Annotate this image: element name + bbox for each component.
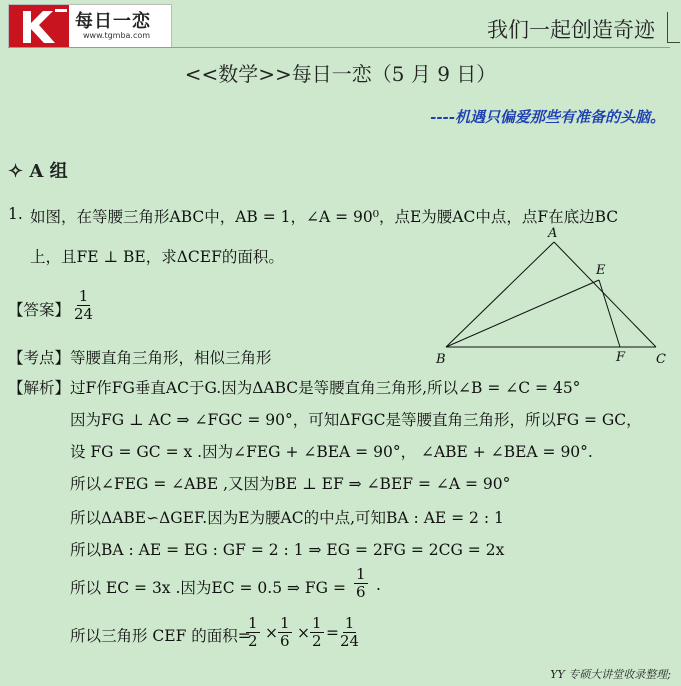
keypoint-label: 【考点】 — [8, 349, 71, 367]
solution-line-1: 过F作FG垂直AC于G.因为ΔABC是等腰直角三角形,所以∠B = ∠C = 45° — [70, 379, 581, 397]
solution-line-5: 所以ΔABE∽ΔGEF.因为E为腰AC的中点,可知BA : AE = 2 : 1 — [70, 509, 504, 527]
solution-label: 【解析】 — [8, 379, 71, 397]
solution-line-7: 所以 EC = 3x .因为EC = 0.5 ⇒ FG = — [70, 579, 346, 597]
header-divider — [8, 47, 670, 48]
logo-url: www.tgmba.com — [83, 31, 151, 40]
keypoint-text: 等腰直角三角形，相似三角形 — [70, 349, 272, 367]
times-sign: × — [265, 624, 278, 642]
fraction-denominator: 6 — [280, 632, 290, 651]
figure-edge-ac — [554, 242, 656, 347]
logo — [8, 4, 172, 48]
fraction-numerator: 1 — [280, 614, 290, 632]
figure-label-b: B — [436, 352, 446, 367]
solution-line-3: 设 FG = GC = x .因为∠FEG + ∠BEA = 90°， ∠ABE + ∠BEA = 90°. — [70, 443, 593, 461]
times-sign: × — [297, 624, 310, 642]
page-title: <<数学>>每日一恋（5 月 9 日） — [184, 62, 497, 86]
slogan: 我们一起创造奇迹 — [487, 18, 655, 42]
question-number: 1. — [8, 205, 23, 223]
answer-fraction — [72, 288, 95, 324]
figure-label-e: E — [596, 263, 606, 278]
answer-label: 【答案】 — [8, 301, 71, 319]
triangle-figure — [430, 222, 670, 367]
solution-line-7-end: . — [376, 576, 381, 594]
question-line-2: 上，且FE ⊥ BE，求ΔCEF的面积。 — [30, 248, 284, 266]
fraction-denominator: 2 — [312, 632, 322, 651]
motto: ----机遇只偏爱那些有准备的头脑。 — [430, 108, 665, 126]
equals-sign: = — [326, 624, 339, 642]
figure-label-a: A — [548, 226, 558, 241]
solution-line-8: 所以三角形 CEF 的面积= — [70, 627, 251, 645]
solution-line-6: 所以BA : AE = EG : GF = 2 : 1 ⇒ EG = 2FG = 2CG = 2x — [70, 541, 505, 559]
area-fraction-2 — [278, 615, 292, 651]
slogan-corner-mark — [667, 12, 680, 43]
fraction-denominator: 24 — [340, 632, 360, 651]
solution-line-2: 因为FG ⊥ AC ⇒ ∠FGC = 90°，可知ΔFGC是等腰直角三角形，所以FG = GC， — [70, 411, 642, 429]
solution-line-4: 所以∠FEG = ∠ABE ,又因为BE ⊥ EF ⇒ ∠BEF = ∠A = 90° — [70, 475, 511, 493]
area-fraction-1 — [246, 615, 260, 651]
fraction-denominator: 2 — [248, 632, 258, 651]
footer-credit: YY 专硕大讲堂收录整理; — [550, 668, 671, 681]
answer-denominator: 24 — [74, 305, 94, 324]
fraction-numerator: 1 — [356, 565, 366, 583]
figure-edge-be — [446, 280, 599, 347]
figure-label-c: C — [656, 352, 666, 367]
figure-edge-ef — [599, 280, 620, 347]
fraction-numerator: 1 — [248, 614, 258, 632]
figure-label-f: F — [616, 350, 626, 365]
fraction-numerator: 1 — [312, 614, 322, 632]
solution-fraction-fg — [354, 566, 368, 602]
question-line-1: 如图，在等腰三角形ABC中，AB = 1，∠A = 90⁰，点E为腰AC中点，点F在底边BC — [30, 208, 619, 226]
logo-k-mark — [9, 5, 69, 47]
area-fraction-3 — [310, 615, 324, 651]
figure-edge-ab — [446, 242, 554, 347]
fraction-numerator: 1 — [344, 614, 355, 632]
fraction-denominator: 6 — [356, 583, 366, 602]
answer-numerator: 1 — [78, 287, 89, 305]
logo-brand-text: 每日一恋 — [75, 11, 151, 32]
group-heading: ✧ A 组 — [8, 161, 68, 182]
area-result-fraction — [338, 615, 361, 651]
